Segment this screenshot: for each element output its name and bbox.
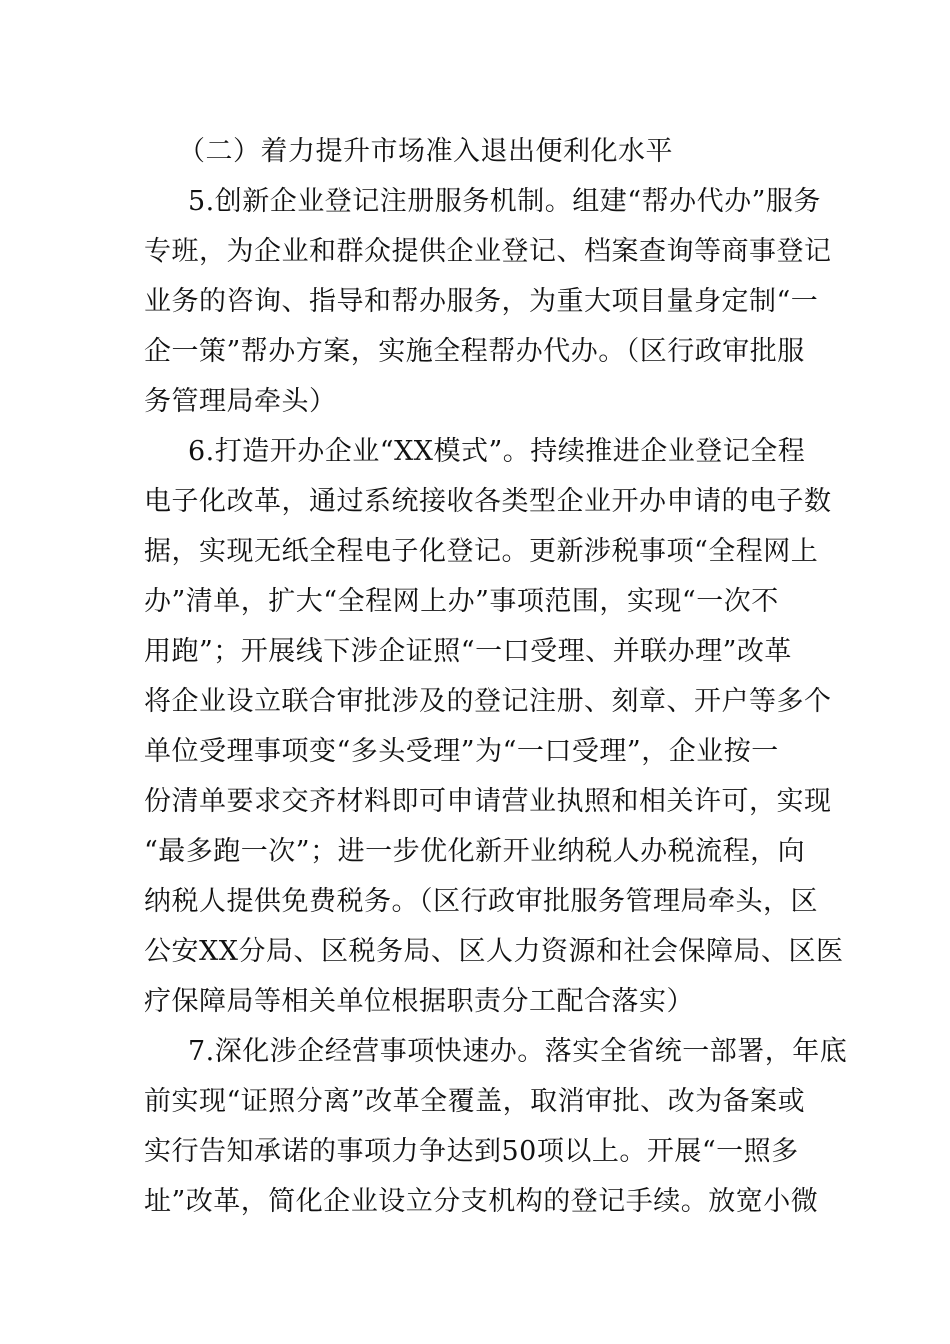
paragraph-5-line-3: 业务的咨询、指导和帮办服务，为重大项目量身定制“一 <box>144 286 819 317</box>
paragraph-7-line-4: 址”改革，简化企业设立分支机构的登记手续。放宽小微 <box>144 1186 819 1217</box>
paragraph-7-line-1: 7.深化涉企经营事项快速办。落实全省统一部署，年底 <box>188 1036 848 1067</box>
paragraph-6-line-2: 电子化改革，通过系统接收各类型企业开办申请的电子数 <box>144 486 832 517</box>
section-heading: （二）着力提升市场准入退出便利化水平 <box>178 136 673 167</box>
paragraph-6-line-10: 纳税人提供免费税务。（区行政审批服务管理局牵头，区 <box>144 886 818 917</box>
paragraph-5-line-5: 务管理局牵头） <box>144 386 337 417</box>
paragraph-5-line-4: 企一策”帮办方案，实施全程帮办代办。（区行政审批服 <box>144 336 805 367</box>
paragraph-6-line-7: 单位受理事项变“多头受理”为“一口受理”，企业按一 <box>144 736 779 767</box>
paragraph-6-line-6: 将企业设立联合审批涉及的登记注册、刻章、开户等多个 <box>144 686 832 717</box>
paragraph-6-line-5: 用跑”；开展线下涉企证照“一口受理、并联办理”改革 <box>144 636 792 667</box>
paragraph-7-line-3: 实行告知承诺的事项力争达到50项以上。开展“一照多 <box>144 1136 799 1167</box>
paragraph-6-line-11: 公安XX分局、区税务局、区人力资源和社会保障局、区医 <box>144 936 844 967</box>
paragraph-6-line-12: 疗保障局等相关单位根据职责分工配合落实） <box>144 986 694 1017</box>
paragraph-6-line-1: 6.打造开办企业“XX模式”。持续推进企业登记全程 <box>188 436 806 467</box>
paragraph-6-line-9: “最多跑一次”；进一步优化新开业纳税人办税流程，向 <box>144 836 806 867</box>
paragraph-7-line-2: 前实现“证照分离”改革全覆盖，取消审批、改为备案或 <box>144 1086 806 1117</box>
paragraph-6-line-3: 据，实现无纸全程电子化登记。更新涉税事项“全程网上 <box>144 536 819 567</box>
paragraph-5-line-1: 5.创新企业登记注册服务机制。组建“帮办代办”服务 <box>188 186 821 217</box>
paragraph-6-line-4: 办”清单，扩大“全程网上办”事项范围，实现“一次不 <box>144 586 779 617</box>
paragraph-6-line-8: 份清单要求交齐材料即可申请营业执照和相关许可，实现 <box>144 786 832 817</box>
paragraph-5-line-2: 专班，为企业和群众提供企业登记、档案查询等商事登记 <box>144 236 832 267</box>
